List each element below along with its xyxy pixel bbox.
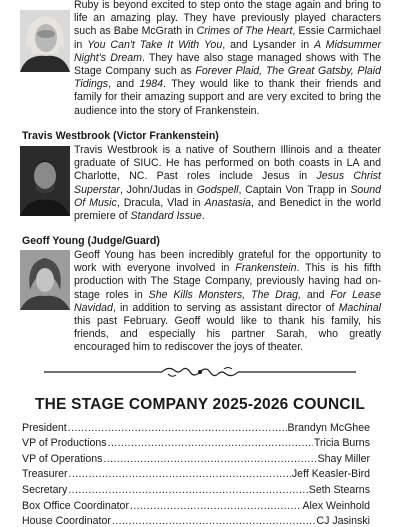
- council-row: [22, 465, 370, 481]
- council-role: Secretary: [22, 483, 68, 496]
- bio-geoff-text: Geoff Young has been incredibly grateful for the opportunity to work with everyone involved in Frankenstein. This is his fifth production with The Stage Company, previously having had on-stage roles in She Kills Monsters, The Drag, and For Lease Navidad, in addition to serving as assistant director of Machinal this past February. Geoff would like to thank his family, his friends, and especially his partner Sarah, who greatly encouraged him to rediscover the joys of theater.: [74, 249, 381, 354]
- headshot-ruby: [20, 10, 70, 72]
- council-member: Jeff Keasler-Bird: [291, 468, 370, 481]
- cast-name-geoff: Geoff Young (Judge/Guard): [22, 235, 160, 247]
- council-list: [22, 418, 370, 527]
- bio-travis-text: Travis Westbrook is a native of Southern Illinois and a theater graduate of SIUC. He has performed on both coasts in LA and Charlotte, NC. Past roles include Jesus in Jesus Christ Superstar, John/Judas in Godspell, Captain Von Trapp in Sound Of Music, Dracula, Vlad in Anastasia, and Benedict in the world premiere of Standard Issue.: [74, 144, 382, 223]
- council-member: Tricia Burns: [313, 437, 370, 450]
- bio-ruby-text: Ruby is beyond excited to step onto the stage again and bring to life an amazing play. They have previously played characters such as Babe McGrath in Crimes of The Heart, Essie Carmichael in You Can't Take It With You, and Lysander in A Midsummer Night's Dream. They have also stage managed shows with The Stage Company such as Forever Plaid, The Great Gatsby, Plaid Tidings, and 1984. They would like to thank their friends and family for their amazing support and are very excited to bring the audience into the story of Frankenstein.: [74, 0, 381, 117]
- leader-dots: [108, 437, 313, 449]
- leader-dots: [68, 484, 307, 496]
- council-member: Alex Weinhold: [302, 499, 370, 512]
- bio-ruby: [74, 0, 381, 118]
- council-row: [22, 496, 370, 512]
- leader-dots: [112, 515, 316, 527]
- council-row: [22, 480, 370, 496]
- council-row: [22, 434, 370, 450]
- council-member: CJ Jasinski: [316, 515, 370, 527]
- leader-dots: [103, 453, 316, 465]
- council-member: Seth Stearns: [308, 483, 370, 496]
- council-role: House Coordinator: [22, 515, 111, 527]
- council-row: [22, 512, 370, 527]
- council-row: [22, 418, 370, 434]
- leader-dots: [130, 500, 301, 512]
- bio-travis: [74, 144, 381, 223]
- leader-dots: [68, 422, 287, 434]
- council-role: President: [22, 421, 67, 434]
- ornamental-divider: [44, 364, 356, 380]
- headshot-geoff: [20, 250, 70, 310]
- bio-geoff: [74, 249, 381, 355]
- council-member: Brandyn McGhee: [287, 421, 370, 434]
- headshot-travis: [20, 146, 70, 216]
- council-row: [22, 449, 370, 465]
- council-role: Box Office Coordinator: [22, 499, 129, 512]
- council-role: VP of Operations: [22, 452, 103, 465]
- council-role: Treasurer: [22, 468, 68, 481]
- leader-dots: [69, 468, 291, 480]
- council-heading: THE STAGE COMPANY 2025-2026 COUNCIL: [35, 396, 365, 413]
- cast-name-travis: Travis Westbrook (Victor Frankenstein): [22, 130, 219, 142]
- council-role: VP of Productions: [22, 437, 107, 450]
- council-member: Shay Miller: [317, 452, 370, 465]
